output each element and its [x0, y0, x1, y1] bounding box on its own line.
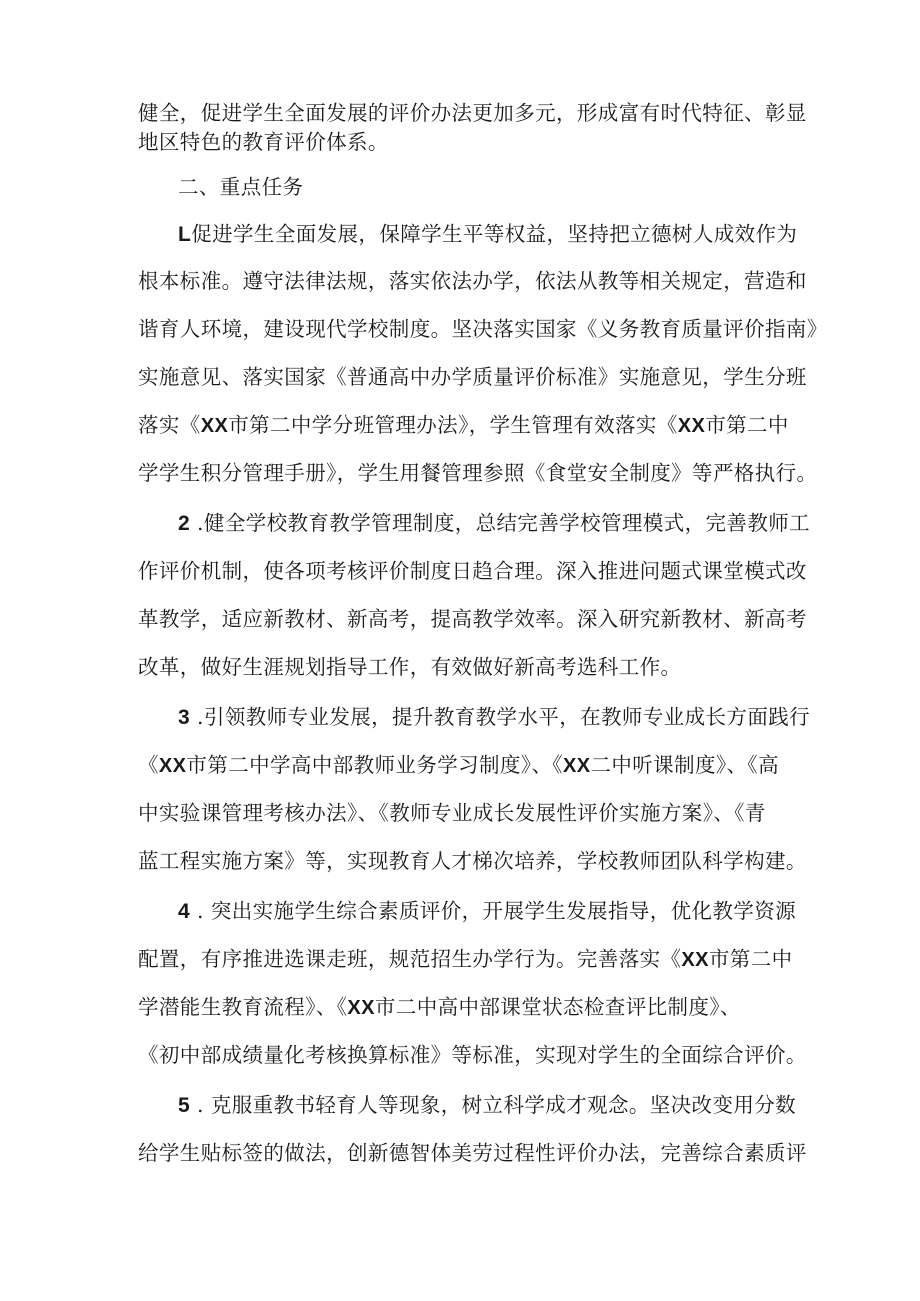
item-1-line-5: 落实《XX市第二中学分班管理办法》，学生管理有效落实《XX市第二中 [138, 413, 789, 437]
item-3-line-2: 《XX市第二中学高中部教师业务学习制度》、《XX二中听课制度》、《高 [138, 753, 779, 777]
item-2-line-3: 革教学，适应新教材、新高考，提高教学效率。深入研究新教材、新高考 [138, 607, 807, 631]
item-5-number: 5 [178, 1094, 191, 1117]
intro-line-1: 健全，促进学生全面发展的评价办法更加多元，形成富有时代特征、彰显 [138, 101, 807, 125]
item-1-line-6: 学学生积分管理手册》，学生用餐管理参照《食堂安全制度》等严格执行。 [138, 461, 818, 485]
item-1-number: L [178, 223, 192, 246]
item-1-line-3: 谐育人环境，建设现代学校制度。坚决落实国家《义务教育质量评价指南》 [138, 317, 828, 341]
item-2-number: 2 [178, 512, 191, 535]
item-2-line-4: 改革，做好生涯规划指导工作，有效做好新高考选科工作。 [138, 655, 682, 679]
item-1-line-4: 实施意见、落实国家《普通高中办学质量评价标准》实施意见，学生分班 [138, 365, 807, 389]
item-3-line-3: 中实验课管理考核办法》、《教师专业成长发展性评价实施方案》、《青 [138, 801, 766, 825]
item-2-line-2: 作评价机制，使各项考核评价制度日趋合理。深入推进问题式课堂模式改 [138, 559, 807, 583]
intro-line-2: 地区特色的教育评价体系。 [138, 130, 389, 154]
item-5-line-2: 给学生贴标签的做法，创新德智体美劳过程性评价办法，完善综合素质评 [138, 1141, 807, 1165]
item-1-line-2: 根本标准。遵守法律法规，落实依法办学，依法从教等相关规定，营造和 [138, 269, 807, 293]
item-4-number: 4 [178, 900, 191, 923]
item-4-line-3: 学潜能生教育流程》、《XX市二中高中部课堂状态检查评比制度》、 [138, 995, 741, 1019]
item-4-line-4: 《初中部成绩量化考核换算标准》等标准，实现对学生的全面综合评价。 [138, 1043, 807, 1067]
item-4-line-2: 配置，有序推进选课走班，规范招生办学行为。完善落实《XX市第二中 [138, 947, 793, 971]
item-4-line-1: 4 . 突出实施学生综合素质评价，开展学生发展指导，优化教学资源 [178, 899, 797, 923]
section-heading: 二、重点任务 [178, 175, 304, 199]
item-5-line-1: 5 . 克服重教书轻育人等现象，树立科学成才观念。坚决改变用分数 [178, 1093, 797, 1117]
item-3-line-4: 蓝工程实施方案》等，实现教育人才梯次培养，学校教师团队科学构建。 [138, 849, 807, 873]
item-3-line-1: 3 .引领教师专业发展，提升教育教学水平，在教师专业成长方面践行 [178, 705, 811, 729]
item-2-line-1: 2 .健全学校教育教学管理制度，总结完善学校管理模式，完善教师工 [178, 511, 811, 535]
item-1-line-1: L促进学生全面发展，保障学生平等权益，坚持把立德树人成效作为 [178, 222, 798, 246]
item-3-number: 3 [178, 706, 191, 729]
